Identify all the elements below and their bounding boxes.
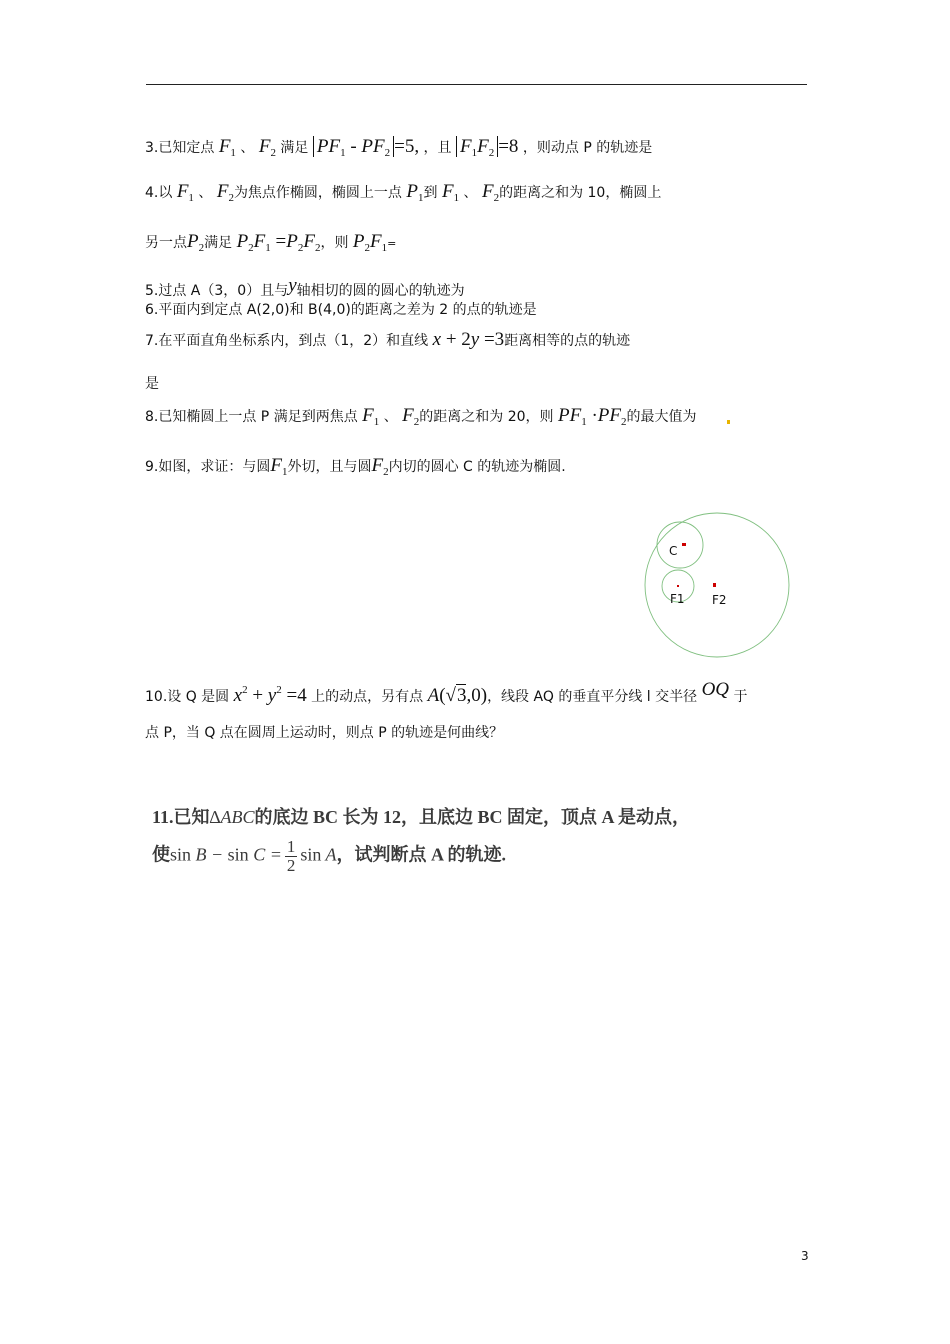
math-triangle: ∆ABC	[209, 807, 255, 827]
q3-sep: 、	[240, 140, 255, 156]
q3-text: ，则动点 P 的轨迹是	[522, 140, 653, 156]
frac-den: 2	[286, 855, 296, 875]
math-point-a: A(√3,0)	[427, 685, 488, 706]
question-4	[145, 182, 661, 204]
outer-circle	[645, 513, 789, 657]
q10-text: 10.设 Q 是圆	[145, 689, 230, 705]
label-c: C	[669, 544, 678, 558]
math-line-eq: x + 2y =3	[432, 329, 505, 350]
math-f1: $F_1$	[176, 181, 194, 204]
q10-text: 于	[733, 689, 748, 705]
math-sine-eq: sin B − sin C =	[170, 844, 282, 865]
q3-value: =5,	[394, 136, 420, 157]
question-7-continued: 是	[145, 376, 159, 392]
q11-text: 使	[152, 844, 170, 865]
q3-text: 3.已知定点	[145, 140, 215, 156]
q4b-text: ，则	[320, 235, 349, 251]
math-y: y	[288, 275, 297, 296]
question-10	[145, 680, 747, 705]
question-7	[145, 330, 630, 349]
math-product: $PF_1 \cdot PF_2$	[558, 405, 627, 428]
math-abs-f1f2: $F_1F_2$	[456, 136, 498, 157]
math-f1: $F_1$	[270, 455, 288, 478]
point-c	[682, 543, 686, 546]
math-f2: $F_2$	[371, 455, 389, 478]
math-f2: $F_2$	[481, 181, 500, 204]
question-10-continued: 点 P，当 Q 点在圆周上运动时，则点 P 的轨迹是何曲线？	[145, 725, 504, 741]
math-p1: $P_1$	[406, 181, 424, 204]
q4-sep: 、	[463, 185, 478, 201]
math-f2: $F_2$	[402, 405, 420, 428]
question-3	[145, 137, 652, 159]
question-11-line2	[152, 838, 506, 875]
point-f1	[677, 585, 679, 587]
math-f1: $F_1$	[441, 181, 460, 204]
q11-text: 11.已知	[152, 807, 210, 827]
q3-value: =8	[498, 136, 519, 157]
math-p2f1-eq-p2f2: $P_2F_1 =P_2F_2$	[236, 231, 321, 254]
question-6: 6.平面内到定点 A(2,0)和 B(4,0)的距离之差为 2 的点的轨迹是	[145, 302, 537, 318]
q8-text: 的距离之和为 20，则	[419, 409, 554, 425]
q8-text: 8.已知椭圆上一点 P 满足到两焦点	[145, 409, 358, 425]
q4b-text: 另一点	[145, 235, 187, 251]
q7-text: 7.在平面直角坐标系内，到点（1，2）和直线	[145, 333, 429, 349]
math-p2f1: $P_2F_1$	[352, 231, 388, 254]
question-5	[145, 276, 465, 298]
math-eq: =	[275, 231, 287, 252]
q9-text: 外切，且与圆	[287, 459, 372, 475]
q4-text: 到	[423, 185, 438, 201]
math-circle-eq: $x^2 + y^2 =4$	[233, 684, 307, 706]
circle-c	[657, 522, 703, 568]
q4b-eq: =	[387, 237, 397, 250]
q4b-text: 满足	[204, 235, 233, 251]
q9-text: 9.如图，求证：与圆	[145, 459, 271, 475]
marker	[727, 420, 730, 424]
math-f1: $F_1$	[218, 136, 236, 159]
page-number: 3	[801, 1249, 809, 1263]
header-rule	[146, 84, 807, 85]
question-4-continued	[145, 232, 396, 254]
q11-text: 的底边 BC 长为 12，且底边 BC 固定，顶点 A 是动点，	[254, 807, 691, 827]
q3-text: ，且	[423, 140, 452, 156]
q9-text: 内切的圆心 C 的轨迹为椭圆.	[388, 459, 566, 475]
math-f2: $F_2$	[258, 136, 276, 159]
math-abs-diff: $PF_1 - PF_2$	[313, 136, 394, 157]
q5-text: 轴相切的圆的圆心的轨迹为	[296, 283, 465, 299]
math-p2: $P_2$	[187, 231, 205, 254]
label-f2: F2	[712, 593, 727, 607]
q8-text: 的最大值为	[626, 409, 697, 425]
label-f1: F1	[670, 592, 685, 606]
math-f1: $F_1$	[362, 405, 380, 428]
question-11	[152, 808, 690, 826]
q4-text: 的距离之和为 10，椭圆上	[499, 185, 662, 201]
question-9	[145, 456, 566, 478]
math-oq: OQ	[701, 679, 730, 700]
math-f2: $F_2$	[216, 181, 234, 204]
math-fraction	[285, 838, 298, 875]
q10-text: 上的动点，另有点	[311, 689, 424, 705]
q8-sep: 、	[383, 409, 398, 425]
frac-num: 1	[286, 837, 296, 856]
q11-text: ，试判断点 A 的轨迹.	[336, 844, 507, 865]
q7-text: 距离相等的点的轨迹	[504, 333, 631, 349]
circles-figure	[640, 510, 795, 662]
q3-text: 满足	[280, 140, 309, 156]
q4-text: 4.以	[145, 185, 173, 201]
q4-text: 为焦点作椭圆，椭圆上一点	[233, 185, 402, 201]
q10-text: ，线段 AQ 的垂直平分线 l 交半径	[487, 689, 698, 705]
math-sin-a: sin A	[300, 844, 337, 865]
q5-text: 5.过点 A（3，0）且与	[145, 283, 289, 299]
q4-sep: 、	[198, 185, 213, 201]
point-f2	[713, 583, 716, 587]
question-8	[145, 406, 730, 428]
